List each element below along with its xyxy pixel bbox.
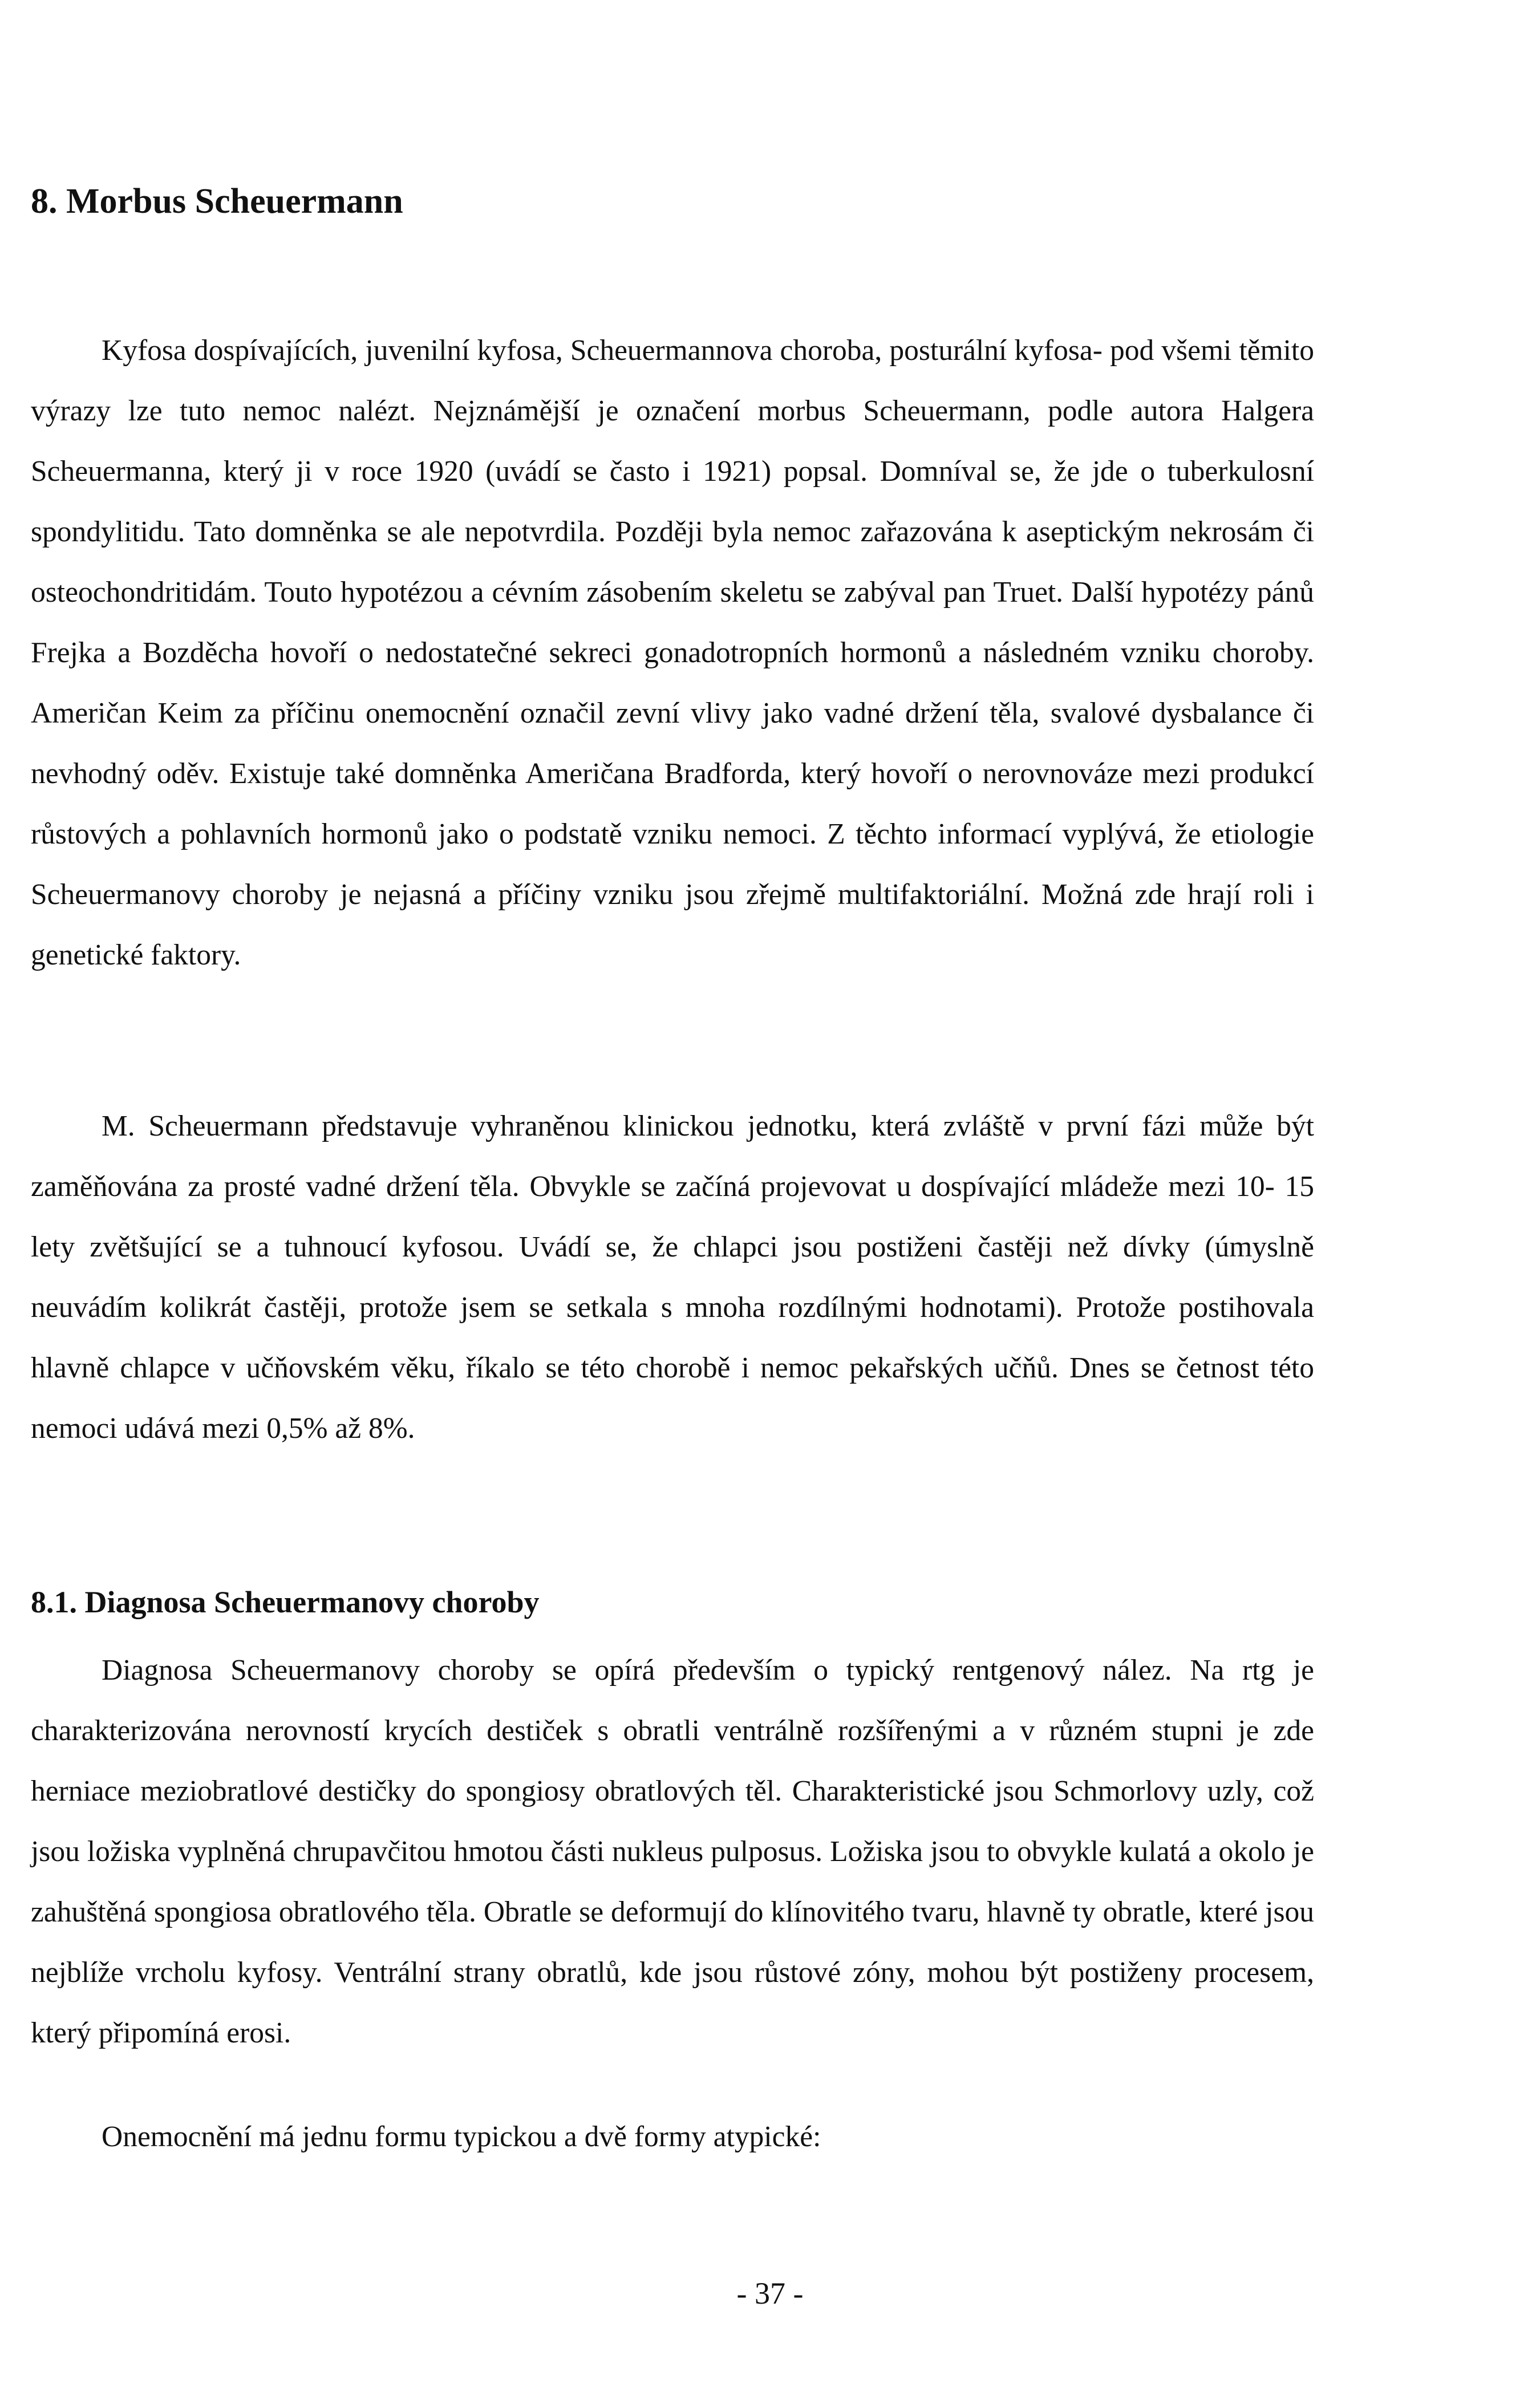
section-heading: 8. Morbus Scheuermann xyxy=(31,182,403,221)
paragraph-clinical: M. Scheuermann představuje vyhraněnou klinickou jednotku, která zvláště v první fázi může být zaměňována za prosté vadné držení těla. Obvykle se začíná projevovat u dospívající mládeže mezi 10- 15 lety zvětšující se a tuhnoucí kyfosou. Uvádí se, že chlapci jsou postiženi častěji než dívky (úmyslně neuvádím kolikrát častěji, protože jsem se setkala s mnoha rozdílnými hodnotami). Protože postihovala hlavně chlapce v učňovském věku, říkalo se této chorobě i nemoc pekařských učňů. Dnes se četnost této nemoci udává mezi 0,5% až 8%. xyxy=(31,1110,1314,1445)
paragraph-diagnosis: Diagnosa Scheuermanovy choroby se opírá především o typický rentgenový nález. Na rtg je charakterizována nerovností krycích destiček s obratli ventrálně rozšířenými a v různém stupni je zde herniace meziobratlové destičky do spongiosy obratlových těl. Charakteristické jsou Schmorlovy uzly, což jsou ložiska vyplněná chrupavčitou hmotou části nukleus pulposus. Ložiska jsou to obvykle kulatá a okolo je zahuštěná spongiosa obratlového těla. Obratle se deformují do klínovitého tvaru, hlavně ty obratle, které jsou nejblíže vrcholu kyfosy. Ventrální strany obratlů, kde jsou růstové zóny, mohou být postiženy procesem, který připomíná erosi. xyxy=(31,1654,1314,2049)
paragraph-intro: Kyfosa dospívajících, juvenilní kyfosa, Scheuermannova choroba, posturální kyfosa- pod všemi těmito výrazy lze tuto nemoc nalézt. Nejznámější je označení morbus Scheuermann, podle autora Halgera Scheuermanna, který ji v roce 1920 (uvádí se často i 1921) popsal. Domníval se, že jde o tuberkulosní spondylitidu. Tato domněnka se ale nepotvrdila. Později byla nemoc zařazována k aseptickým nekrosám či osteochondritidám. Touto hypotézou a cévním zásobením skeletu se zabýval pan Truet. Další hypotézy pánů Frejka a Bozděcha hovoří o nedostatečné sekreci gonadotropních hormonů a následném vzniku choroby. Američan Keim za příčinu onemocnění označil zevní vlivy jako vadné držení těla, svalové dysbalance či nevhodný oděv. Existuje také domněnka Američana Bradforda, který hovoří o nerovnováze mezi produkcí růstových a pohlavních hormonů jako o podstatě vzniku nemoci. Z těchto informací vyplývá, že etiologie Scheuermanovy choroby je nejasná a příčiny vzniku jsou zřejmě multifaktoriální. Možná zde hrají roli i genetické faktory. xyxy=(31,334,1314,971)
page-number: - 37 - xyxy=(736,2276,804,2310)
paragraph-forms: Onemocnění má jednu formu typickou a dvě formy atypické: xyxy=(102,2121,821,2153)
subsection-heading: 8.1. Diagnosa Scheuermanovy choroby xyxy=(31,1585,540,1619)
